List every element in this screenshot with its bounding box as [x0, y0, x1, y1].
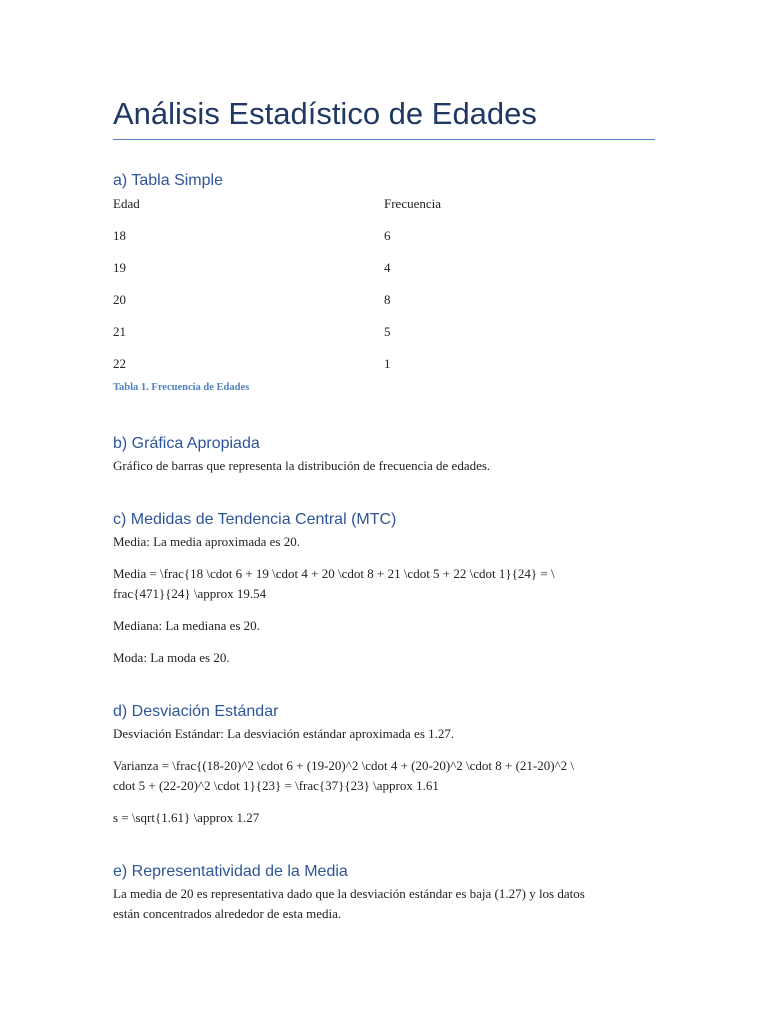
section-d-heading: d) Desviación Estándar [113, 703, 279, 720]
moda-text: Moda: La moda es 20. [113, 650, 230, 665]
title-underline [113, 139, 655, 140]
mediana-text: Mediana: La mediana es 20. [113, 618, 260, 633]
media-formula-line-1: Media = \frac{18 \cdot 6 + 19 \cdot 4 + 20 \cdot 8 + 21 \cdot 5 + 22 \cdot 1}{24} = \ [113, 566, 555, 581]
table-cell-frecuencia: 8 [384, 292, 391, 307]
table-caption: Tabla 1. Frecuencia de Edades [113, 382, 250, 393]
s-formula: s = \sqrt{1.61} \approx 1.27 [113, 810, 260, 825]
section-c-heading: c) Medidas de Tendencia Central (MTC) [113, 511, 397, 528]
table-row [113, 258, 655, 290]
table-row [113, 354, 655, 380]
varianza-formula-line-1: Varianza = \frac{(18-20)^2 \cdot 6 + (19-20)^2 \cdot 4 + (20-20)^2 \cdot 8 + (21-20)^2 \ [113, 758, 575, 773]
section-e-text-line-1: La media de 20 es representativa dado que la desviación estándar es baja (1.27) y los datos [113, 886, 585, 901]
table-cell-frecuencia: 5 [384, 324, 391, 339]
table-cell-frecuencia: 1 [384, 356, 391, 371]
table-header-frecuencia: Frecuencia [384, 196, 442, 211]
media-formula-line-2: frac{471}{24} \approx 19.54 [113, 586, 267, 601]
table-cell-edad: 19 [113, 260, 126, 275]
table-cell-edad: 18 [113, 228, 126, 243]
desviacion-text: Desviación Estándar: La desviación estándar aproximada es 1.27. [113, 726, 455, 741]
varianza-formula-line-2: cdot 5 + (22-20)^2 \cdot 1}{23} = \frac{37}{23} \approx 1.61 [113, 778, 439, 793]
table-header-edad: Edad [113, 196, 140, 211]
table-cell-edad: 21 [113, 324, 126, 339]
section-b-heading: b) Gráfica Apropiada [113, 435, 260, 452]
media-text: Media: La media aproximada es 20. [113, 534, 300, 549]
frequency-table [113, 194, 655, 380]
table-row [113, 226, 655, 258]
table-header-row [113, 194, 655, 226]
table-row [113, 290, 655, 322]
section-e-text-line-2: están concentrados alrededor de esta media. [113, 906, 342, 921]
section-a-heading: a) Tabla Simple [113, 172, 223, 189]
section-b-text: Gráfico de barras que representa la distribución de frecuencia de edades. [113, 458, 491, 473]
table-cell-frecuencia: 4 [384, 260, 391, 275]
table-cell-frecuencia: 6 [384, 228, 391, 243]
document-title: Análisis Estadístico de Edades [113, 96, 537, 131]
table-row [113, 322, 655, 354]
document-content [113, 0, 655, 924]
section-e-heading: e) Representatividad de la Media [113, 863, 348, 880]
table-cell-edad: 22 [113, 356, 126, 371]
table-cell-edad: 20 [113, 292, 126, 307]
